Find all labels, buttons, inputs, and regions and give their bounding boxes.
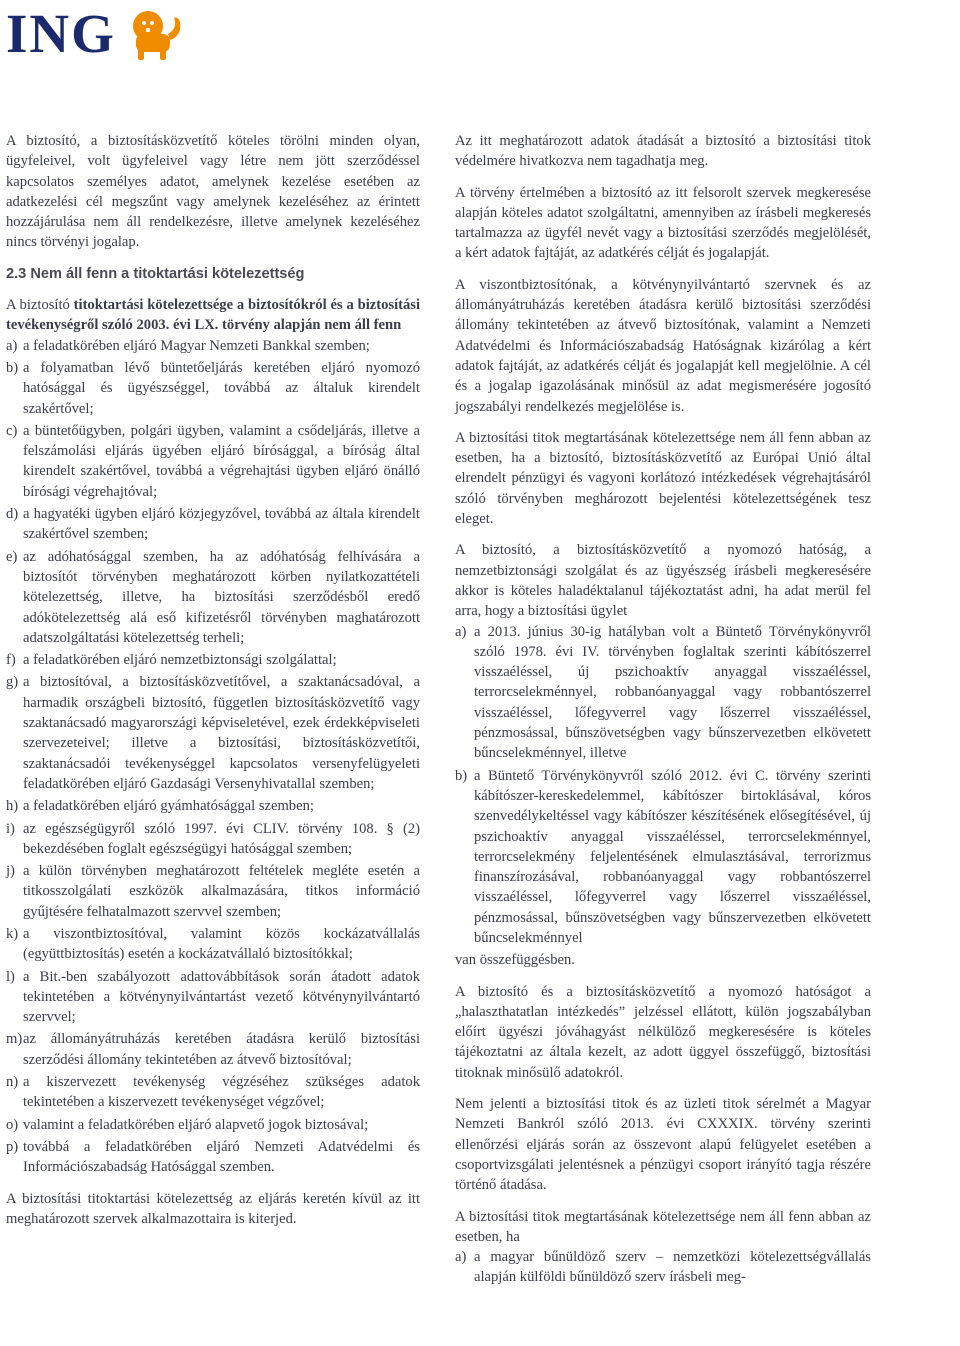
list-item-text: a 2013. június 30-ig hatályban volt a Büntető Törvénykönyvről szóló 1978. évi IV. törvényben foglaltak szerinti kábítószerrel visszaéléssel, új pszichoaktív anyaggal visszaéléssel, terrorcselekménnyel, robbanóanyaggal vagy robbantószerrel visszaéléssel, lőfegyverrel vagy lőszerrel visszaéléssel, pénzmosással, bűnszövetségben vagy bűnszervezetben elkövetett bűncselekménnyel, illetve (474, 623, 871, 762)
crime-list (455, 622, 871, 949)
list-item (455, 622, 871, 764)
list-item-label: c) (6, 422, 18, 439)
list-item-text: a Büntető Törvénykönyvről szóló 2012. évi C. törvény szerinti kábítószer-kereskedelemmel, kábítószer birtoklásával, kóros szenvedélykeltéssel vagy kábítószer készítésének elősegítésével, új pszichoaktív anyaggal visszaéléssel, terrorcselekménnyel, terrorcselekmény feljelentésének elmulasztásával, terrorizmus finanszírozásával, robbanóanyaggal vagy robbantószerrel visszaéléssel, lőfegyverrel vagy lőszerrel visszaéléssel, pénzmosással, bűnszövetségben vagy bűnszervezetben elkövetett bűncselekménnyel (474, 767, 871, 946)
list-item-label: d) (6, 506, 19, 523)
list-item-text: a biztosítóval, a biztosításközvetítővel, a szaktanácsadóval, a harmadik országbeli biztosító, független biztosításközvetítő vagy szaktanácsadó magyarországi képviseletével, ezek érdekképviseleti szervezeteivel; illetve a biztosítási, biztosításközvetítői, szaktanácsadói tevékenységgel kapcsolatos versenyfelügyeleti feladatkörében eljáró Gazdasági Versenyhivatallal szemben; (23, 674, 420, 792)
paragraph-r2: A törvény értelmében a biztosító az itt felsorolt szervek megkeresése alapján köteles adatot szolgáltatni, amennyiben az írásbeli megkeresés tartalmazza az ügyfél nevét vagy a biztosítási szerződés megjelölését, a kért adatok fajtáját, az adatkérés célját és jogalapját. (455, 184, 871, 262)
list-item (6, 650, 420, 670)
paragraph-r6: A biztosító és a biztosításközvetítő a nyomozó hatóságot a „halaszthatatlan intézkedés” jelzéssel ellátott, külön jogszabályban előírt ügyészi jóváhagyást nélkülöző megkeresésére is köteles tájékoztatni az általa kezelt, az adott üggyel összefüggő, biztosítási titoknak minősülő adatokról. (455, 983, 871, 1081)
list-item (6, 1115, 420, 1135)
list-item (455, 766, 871, 949)
list-item-label: k) (6, 925, 19, 942)
lion-icon (124, 6, 186, 62)
intro-text (6, 295, 420, 336)
list-item-label: i) (6, 820, 15, 837)
list-item (6, 819, 420, 860)
list-item-text: a folyamatban lévő büntetőeljárás keretében eljáró nyomozó hatósággal és ügyészséggel, továbbá az általuk kirendelt szakértővel; (23, 359, 420, 417)
right-column (455, 131, 871, 1299)
paragraph-deletion: A biztosító, a biztosításközvetítő köteles törölni minden olyan, ügyfeleivel, volt ügyfeleivel vagy létre nem jött szerződéssel kapcsolatos személyes adatot, amelynek kezelése esetében az adatkezelési cél megszűnt vagy amelynek kezeléséhez az érintett hozzájárulása nem áll rendelkezésre, illetve amelynek kezeléséhez nincs törvényi jogalap. (6, 133, 420, 251)
paragraph-r7: Nem jelenti a biztosítási titok és az üzleti titok sérelmét a Magyar Nemzeti Bankról szóló 2013. évi CXXXIX. törvény szerinti ellenőrzési eljárás során az összevont alapú felügyelet esetében a csoportvizsgálati jelentésnek a pénzügyi csoport irányító tagja részére történő átadása. (455, 1096, 871, 1194)
list-item (6, 924, 420, 965)
exceptions-list-2 (455, 1247, 871, 1288)
list-item (6, 1029, 420, 1070)
paragraph-employees: A biztosítási titoktartási kötelezettség az eljárás keretén kívül az itt meghatározott szervek alkalmazottaira is kiterjed. (6, 1190, 420, 1227)
exceptions-list (6, 336, 420, 1178)
list-item-text: a feladatkörében eljáró Magyar Nemzeti Bankkal szemben; (23, 337, 370, 354)
paragraph-r1: Az itt meghatározott adatok átadását a biztosító a biztosítási titok védelmére hivatkozva nem tagadhatja meg. (455, 133, 871, 170)
list-item (6, 421, 420, 502)
list-item (6, 861, 420, 922)
list-item-text: a büntetőügyben, polgári ügyben, valamint a csődeljárás, illetve a felszámolási eljárás ügyében eljáró bírósággal, a bíróság által kirendelt szakértővel, továbbá a végrehajtási ügyben eljáró önálló bírósági végrehajtóval; (23, 422, 420, 500)
intro-start: A biztosító (6, 297, 74, 314)
list-item-label: p) (6, 1138, 19, 1155)
list-item-text: a magyar bűnüldöző szerv – nemzetközi kötelezettségvállalás alapján külföldi bűnüldöző szerv írásbeli meg- (474, 1249, 871, 1286)
list-item-text: a külön törvényben meghatározott feltételek megléte esetén a titkosszolgálati eszközök alkalmazására, titkos információ gyűjtésére felhatalmazott szervvel szemben; (23, 863, 420, 920)
paragraph-r4: A biztosítási titok megtartásának kötelezettsége nem áll fenn abban az esetben, ha a biztosító, biztosításközvetítő az Európai Unió által elrendelt pénzügyi és vagyoni korlátozó intézkedések végrehajtásáról szóló törvényben meghározott bejelentési kötelezettségének tesz eleget. (455, 429, 871, 528)
list-item-text: a viszontbiztosítóval, valamint közös kockázatvállalás (együttbiztosítás) esetén a kockázatvállaló biztosítókkal; (23, 925, 420, 963)
logo-text: ING (6, 3, 116, 64)
paragraph-r3: A viszontbiztosítónak, a kötvénynyilvántartó szervnek és az állományátruházás keretében átadásra kerülő biztosítási szerződési állomány tekintetében az átvevő biztosítónak, valamint a Nemzeti Adatvédelmi és Információszabadság Hatóságnak kizárólag a kért adatok fajtáját, az adatkérés célját és jogalapját kell megjelölnie. A cél és a jogalap igazolásának minősül az adat megismerésére jogosító jogszabályi rendelkezés megjelölése is. (455, 276, 871, 415)
list-item (6, 1072, 420, 1113)
list-item-text: a feladatkörében eljáró nemzetbiztonsági szolgálattal; (23, 652, 337, 669)
list-item (6, 672, 420, 794)
list-item (6, 796, 420, 816)
list-item (6, 547, 420, 648)
list-item-label: b) (6, 359, 19, 376)
ing-logo (6, 4, 186, 64)
paragraph-r5: A biztosító, a biztosításközvetítő a nyomozó hatóság, a nemzetbiztonsági szolgálat és az ügyészség írásbeli megkeresésére akkor is köteles haladéktalanul tájékoztatást adni, ha adat merül fel arra, hogy a biztosítási ügylet (455, 542, 871, 620)
list-item-label: a) (6, 337, 18, 354)
list-item-label: a) (455, 623, 467, 640)
list-item (6, 358, 420, 419)
list-item-text: a Bit.-ben szabályozott adattovábbítások során átadott adatok tekintetében a kötvénynyilvántartást vezető kötvénynyilvántartó szervvel; (23, 968, 420, 1026)
list-item-label: m) (6, 1031, 23, 1048)
left-column (6, 131, 420, 1240)
paragraph-r8: A biztosítási titok megtartásának kötelezettsége nem áll fenn abban az esetben, ha (455, 1208, 871, 1245)
list-item-text: az adóhatósággal szemben, ha az adóhatóság felhívására a biztosítót törvényben meghatározott körben nyilatkozattételi kötelezettség, illetve, ha biztosítási szerződésből eredő adókötelezettség alá eső kifizetésről törvényben maghatározott adatszolgáltatási kötelezettség terheli; (23, 548, 420, 646)
list-item-label: f) (6, 652, 16, 669)
list-item (6, 336, 420, 356)
list-item-text: valamint a feladatkörében eljáró alapvető jogok biztosával; (23, 1116, 369, 1133)
list-item-text: az állományátruházás keretében átadásra kerülő biztosítási szerződési állomány tekintetében az átvevő biztosítóval; (23, 1031, 420, 1068)
list-item-label: o) (6, 1116, 19, 1133)
list-item-label: e) (6, 548, 18, 565)
list-item-label: h) (6, 798, 19, 815)
list-item-label: n) (6, 1074, 19, 1091)
list-item-text: továbbá a feladatkörében eljáró Nemzeti Adatvédelmi és Információszabadság Hatósággal szemben. (23, 1138, 420, 1176)
list-item (455, 1247, 871, 1288)
list-item-label: l) (6, 968, 15, 985)
list-item-label: g) (6, 674, 19, 691)
list-item-text: az egészségügyről szóló 1997. évi CLIV. törvény 108. § (2) bekezdésében foglalt egészségügyi hatósággal szemben; (23, 820, 420, 857)
section-heading: 2.3 Nem áll fenn a titoktartási kötelezettség (6, 265, 305, 282)
intro-bold: titoktartási kötelezettsége a biztosítókról és a biztosítási tevékenységről szóló 2003. évi LX. törvény alapján nem áll fenn (6, 297, 421, 334)
list-item-text: a kiszervezett tevékenység végzéséhez szükséges adatok tekintetében a kiszervezett tevékenységet végzővel; (23, 1074, 420, 1111)
list-item-label: a) (455, 1249, 467, 1266)
list-item-text: a feladatkörében eljáró gyámhatósággal szemben; (23, 798, 314, 815)
list-item-text: a hagyatéki ügyben eljáró közjegyzővel, továbbá az általa kirendelt szakértővel szemben; (23, 506, 420, 543)
paragraph-tail: van összefüggésben. (455, 952, 575, 969)
list-item (6, 967, 420, 1028)
list-item-label: b) (455, 767, 468, 784)
list-item (6, 504, 420, 545)
list-item (6, 1137, 420, 1178)
list-item-label: j) (6, 863, 15, 880)
